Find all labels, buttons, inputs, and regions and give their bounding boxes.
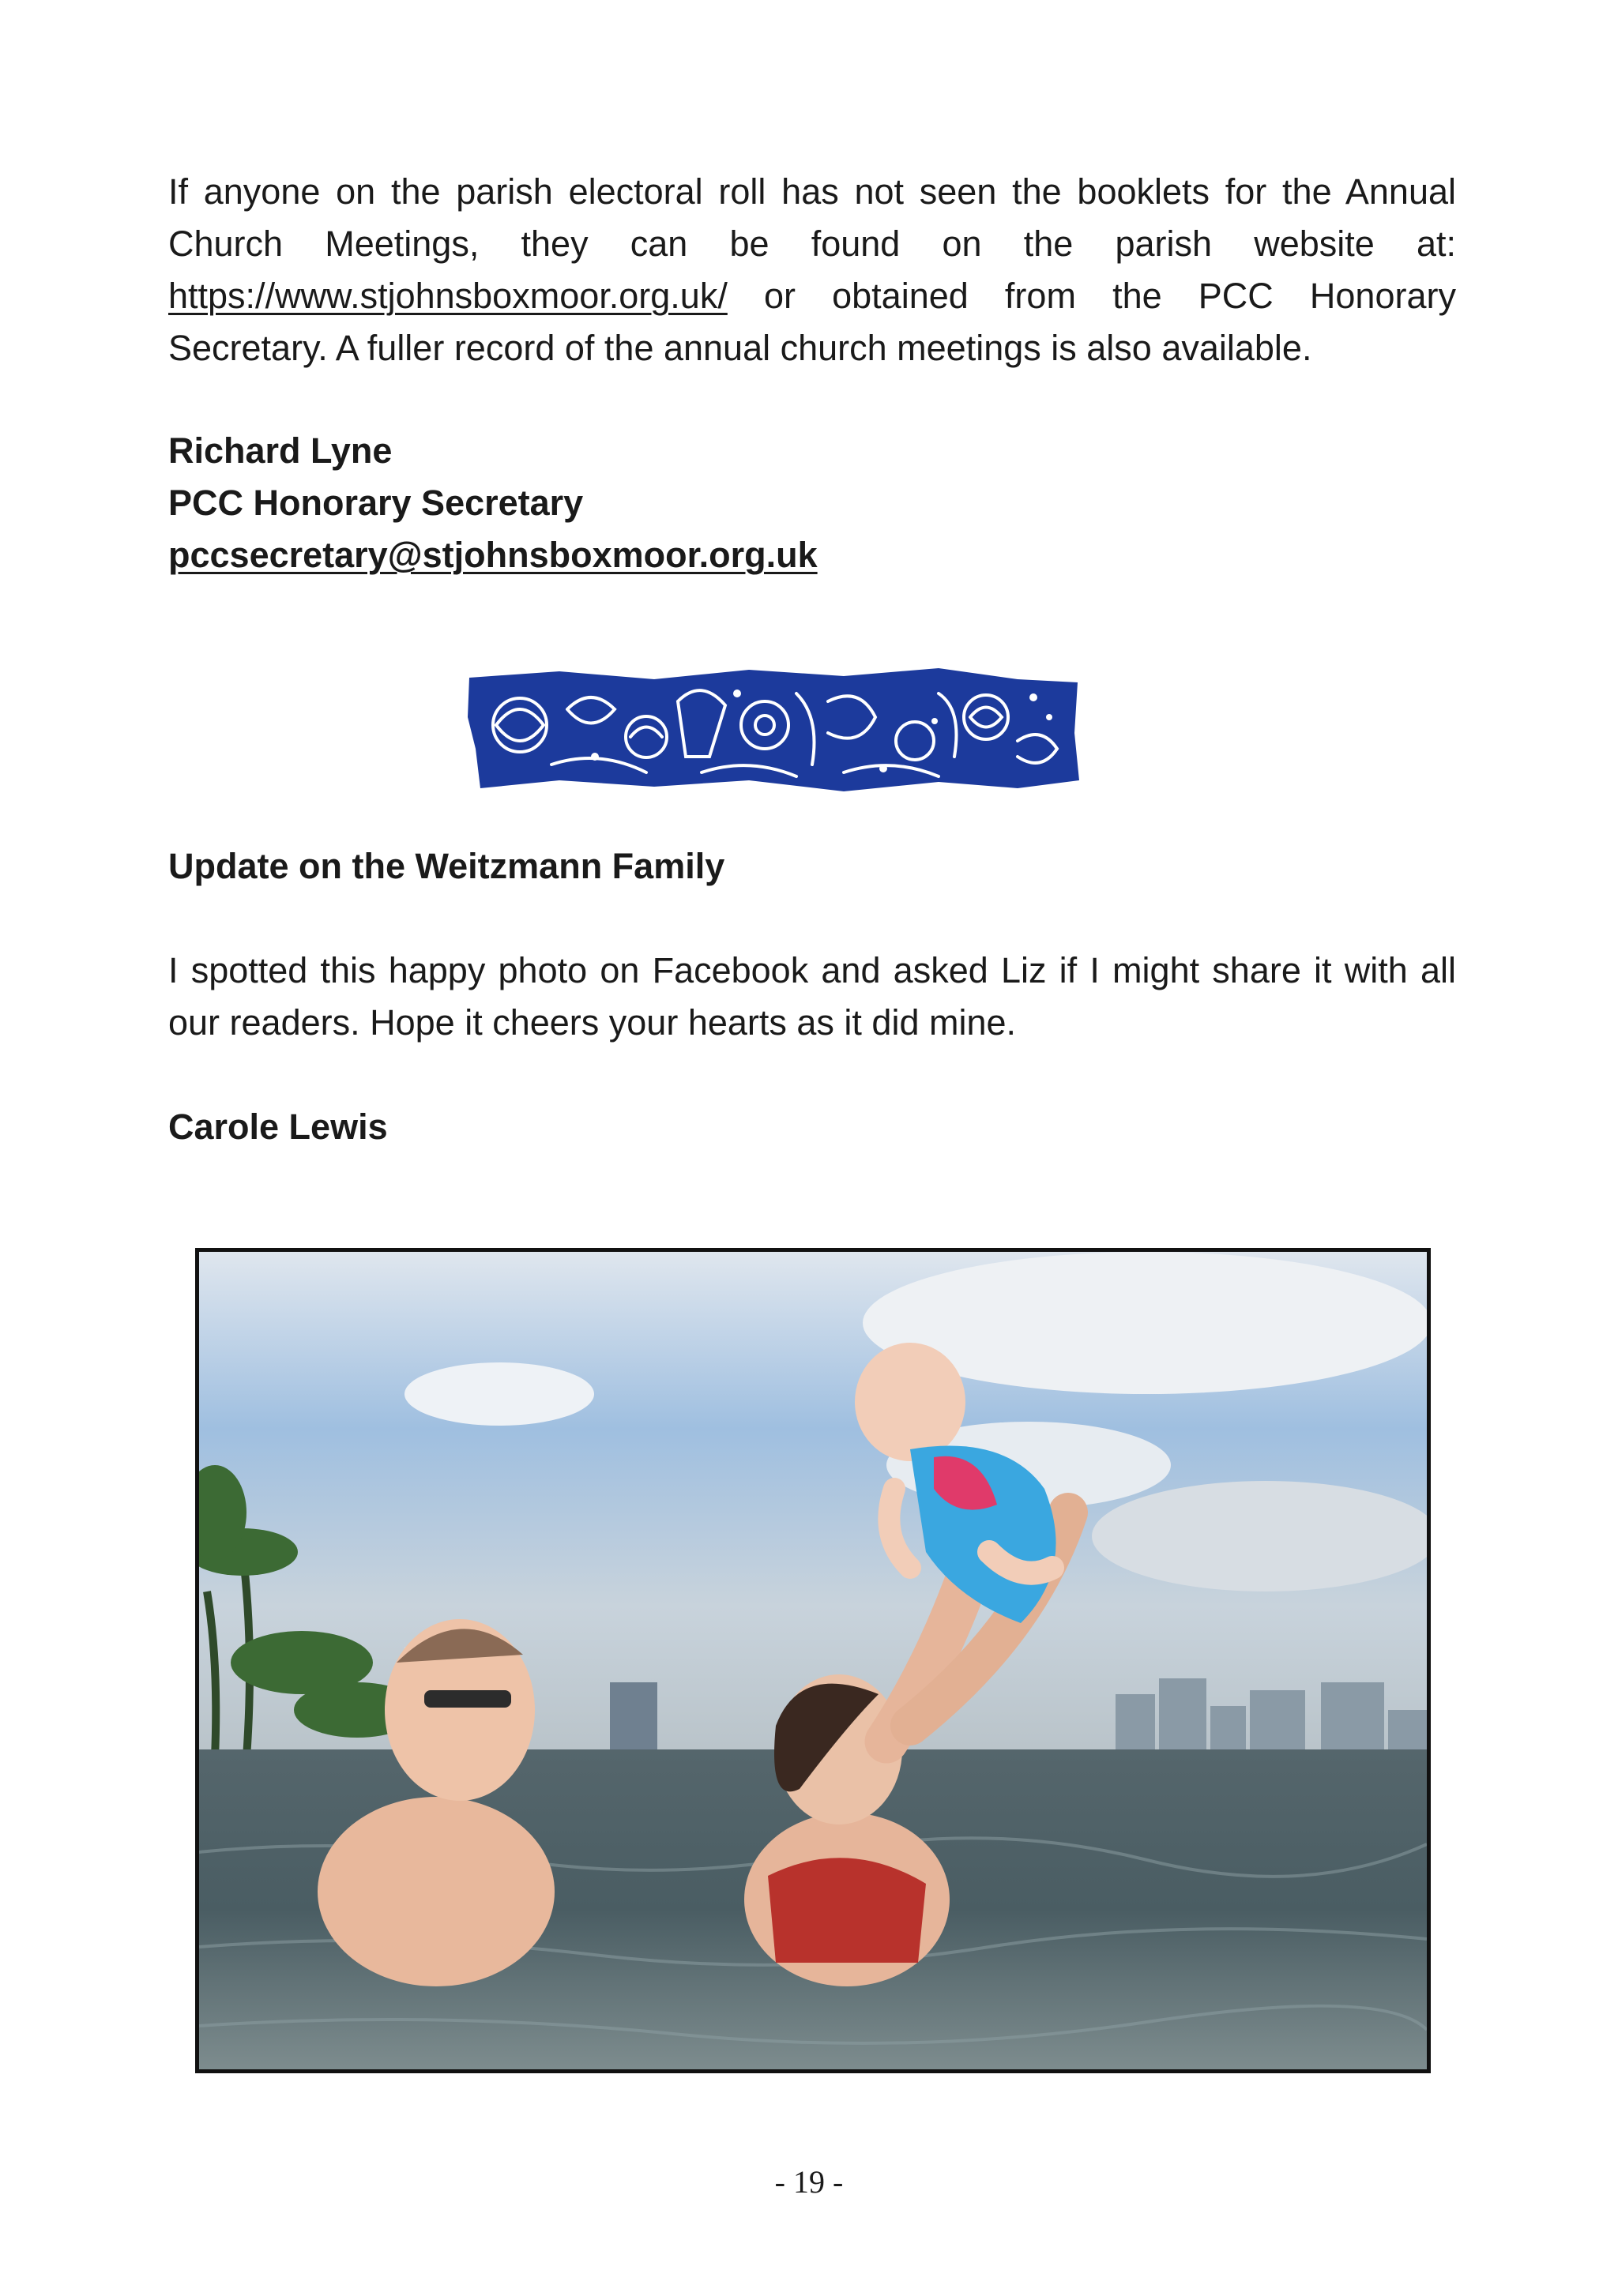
intro-text-1: If anyone on the parish electoral roll has not seen the booklets for the Annual Church Meetings, they can be found on the parish website at: — [168, 171, 1456, 264]
family-pool-photo-illustration — [199, 1252, 1427, 2069]
article-body: I spotted this happy photo on Facebook and asked Liz if I might share it with all our readers. Hope it cheers your hearts as it did mine. — [168, 950, 1456, 1043]
floral-ornament-illustration — [465, 662, 1082, 796]
signature-role: PCC Honorary Secretary — [168, 483, 584, 523]
signature-name: Richard Lyne — [168, 430, 393, 471]
intro-text-2: or obtained from the PCC Honorary Secretary. A fuller record of the annual church meetings is also available. — [168, 276, 1456, 368]
email-link[interactable]: pccsecretary@stjohnsboxmoor.org.uk — [168, 535, 818, 575]
signature-email-link[interactable] — [168, 529, 818, 581]
article-author: Carole Lewis — [168, 1107, 388, 1147]
intro-paragraph — [168, 166, 1456, 374]
parish-website-link[interactable]: https://www.stjohnsboxmoor.org.uk/ — [168, 276, 728, 316]
article-heading: Update on the Weitzmann Family — [168, 846, 725, 886]
family-pool-photo — [195, 1248, 1431, 2073]
page-number: - 19 - — [774, 2164, 844, 2200]
